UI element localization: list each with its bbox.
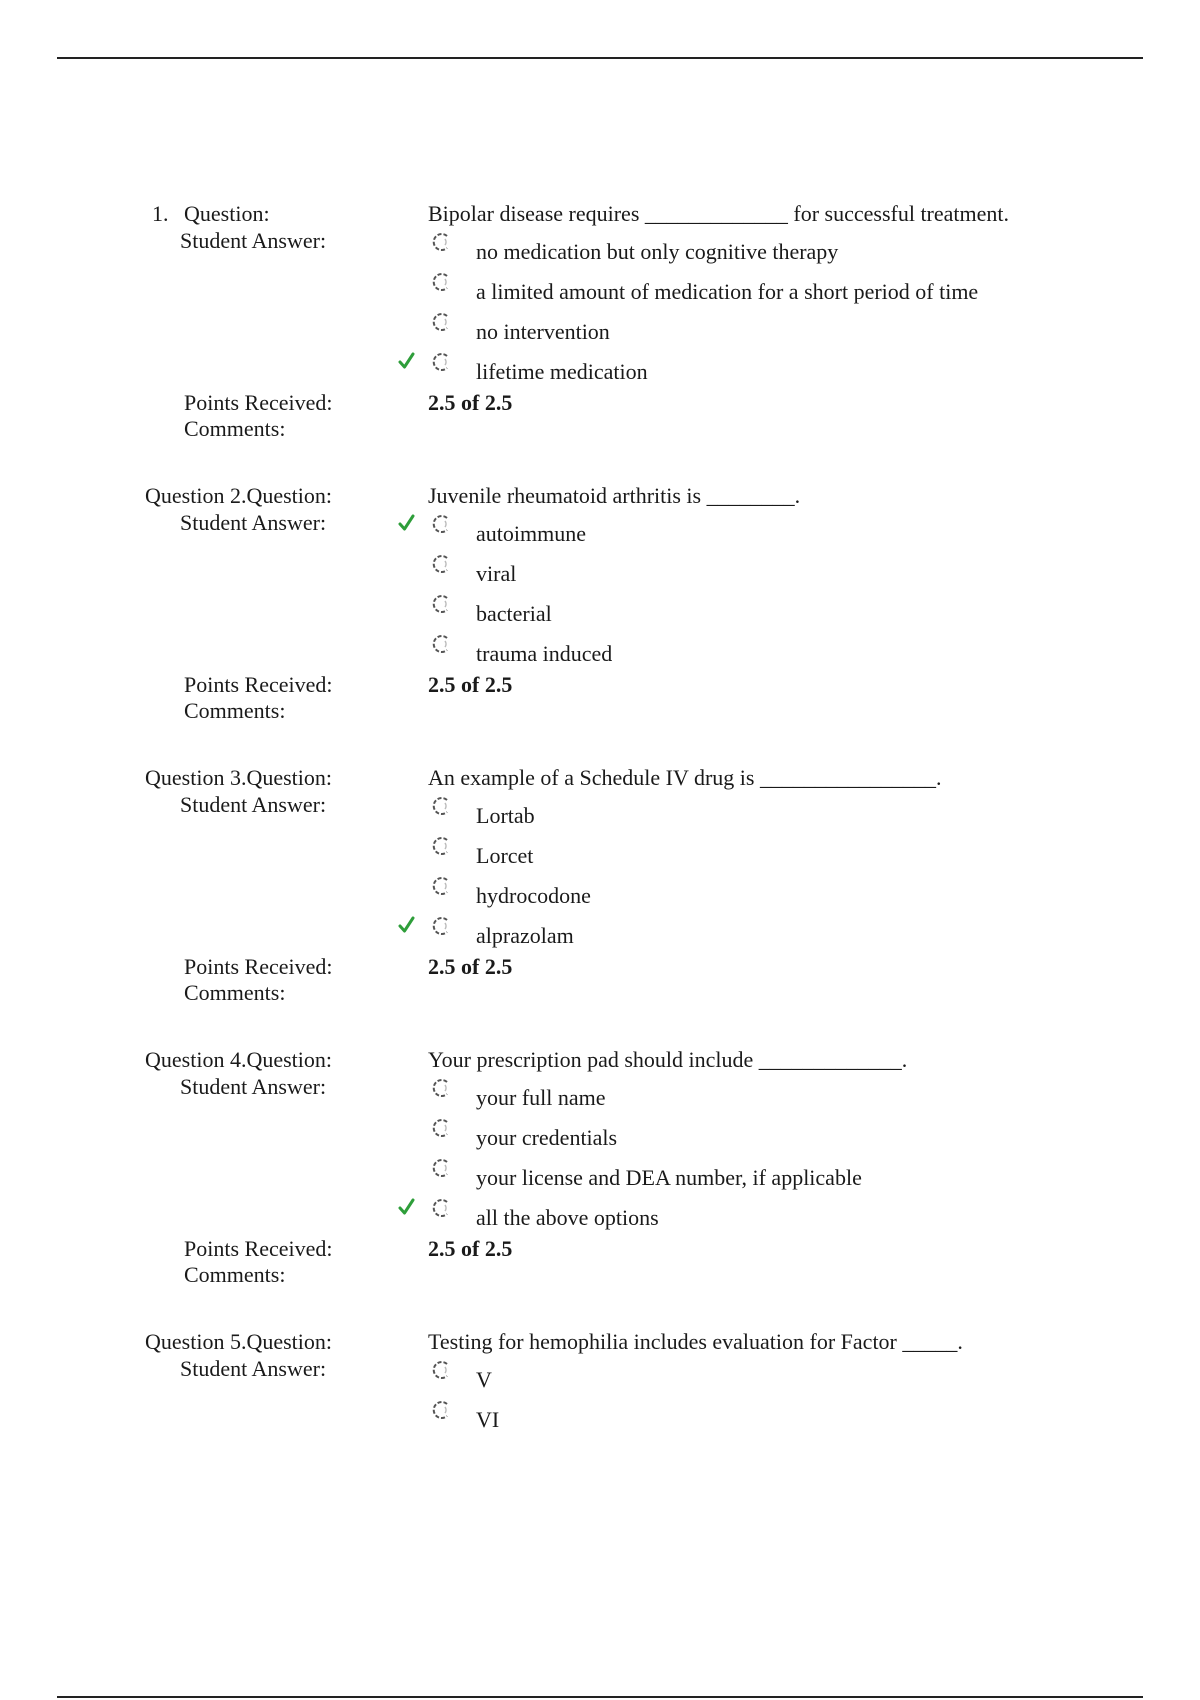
radio-button-icon[interactable] <box>430 553 452 575</box>
answer-option-text: all the above options <box>476 1205 659 1230</box>
radio-button-icon[interactable] <box>430 311 452 333</box>
answer-option[interactable] <box>398 592 1098 624</box>
answer-option-text: viral <box>476 561 517 586</box>
question-number: 1. <box>152 201 169 226</box>
radio-button-icon[interactable] <box>430 513 452 535</box>
answer-option[interactable] <box>398 270 1098 302</box>
answer-option[interactable] <box>398 512 1098 544</box>
points-received-label: Points Received: <box>184 390 333 415</box>
answer-option[interactable] <box>398 1398 1098 1430</box>
top-rule <box>57 57 1143 59</box>
radio-button-icon[interactable] <box>430 271 452 293</box>
answer-option-text: lifetime medication <box>476 359 648 384</box>
answer-option[interactable] <box>398 1116 1098 1148</box>
points-value: 2.5 of 2.5 <box>428 672 513 697</box>
question-text: Your prescription pad should include _____________. <box>428 1047 908 1072</box>
answer-option[interactable] <box>398 1156 1098 1188</box>
question-text: An example of a Schedule IV drug is ________________. <box>428 765 942 790</box>
comments-label: Comments: <box>184 1262 286 1287</box>
radio-button-icon[interactable] <box>430 1197 452 1219</box>
student-answer-label: Student Answer: <box>180 510 327 535</box>
radio-button-icon[interactable] <box>430 835 452 857</box>
question-text: Juvenile rheumatoid arthritis is ________. <box>428 483 801 508</box>
answer-option-text: no intervention <box>476 319 610 344</box>
points-value: 2.5 of 2.5 <box>428 954 513 979</box>
question-label: Question: <box>184 201 270 226</box>
answer-option-text: your credentials <box>476 1125 618 1150</box>
question-text: Testing for hemophilia includes evaluation for Factor _____. <box>428 1329 963 1354</box>
correct-checkmark-icon <box>398 1197 416 1217</box>
answer-option[interactable] <box>398 794 1098 826</box>
answer-option-text: trauma induced <box>476 641 613 666</box>
answer-option-text: hydrocodone <box>476 883 591 908</box>
question-label: Question 5.Question: <box>145 1329 332 1354</box>
correct-checkmark-icon <box>398 513 416 533</box>
radio-button-icon[interactable] <box>430 915 452 937</box>
question-label: Question 4.Question: <box>145 1047 332 1072</box>
student-answer-label: Student Answer: <box>180 1356 327 1381</box>
answer-option[interactable] <box>398 350 1098 382</box>
points-value: 2.5 of 2.5 <box>428 390 513 415</box>
answer-option[interactable] <box>398 310 1098 342</box>
radio-button-icon[interactable] <box>430 795 452 817</box>
bottom-rule <box>57 1696 1143 1698</box>
answer-option[interactable] <box>398 834 1098 866</box>
correct-checkmark-icon <box>398 915 416 935</box>
points-received-label: Points Received: <box>184 954 333 979</box>
student-answer-label: Student Answer: <box>180 1074 327 1099</box>
answer-option-text: Lortab <box>476 803 535 828</box>
student-answer-label: Student Answer: <box>180 228 327 253</box>
answer-option[interactable] <box>398 552 1098 584</box>
points-received-label: Points Received: <box>184 1236 333 1261</box>
radio-button-icon[interactable] <box>430 1077 452 1099</box>
radio-button-icon[interactable] <box>430 351 452 373</box>
question-label: Question 3.Question: <box>145 765 332 790</box>
answer-option[interactable] <box>398 1196 1098 1228</box>
question-text: Bipolar disease requires _____________ for successful treatment. <box>428 201 1010 226</box>
radio-button-icon[interactable] <box>430 875 452 897</box>
answer-option-text: no medication but only cognitive therapy <box>476 239 839 264</box>
answer-option[interactable] <box>398 632 1098 664</box>
points-received-label: Points Received: <box>184 672 333 697</box>
radio-button-icon[interactable] <box>430 1399 452 1421</box>
correct-checkmark-icon <box>398 351 416 371</box>
comments-label: Comments: <box>184 980 286 1005</box>
question-label: Question 2.Question: <box>145 483 332 508</box>
answer-option[interactable] <box>398 874 1098 906</box>
answer-option-text: a limited amount of medication for a short period of time <box>476 279 979 304</box>
radio-button-icon[interactable] <box>430 1157 452 1179</box>
radio-button-icon[interactable] <box>430 1359 452 1381</box>
answer-option-text: autoimmune <box>476 521 586 546</box>
comments-label: Comments: <box>184 698 286 723</box>
answer-option-text: VI <box>476 1407 500 1432</box>
answer-option-text: bacterial <box>476 601 552 626</box>
radio-button-icon[interactable] <box>430 1117 452 1139</box>
answer-option[interactable] <box>398 230 1098 262</box>
answer-option-text: V <box>476 1367 492 1392</box>
points-value: 2.5 of 2.5 <box>428 1236 513 1261</box>
answer-option[interactable] <box>398 1076 1098 1108</box>
answer-option-text: your full name <box>476 1085 606 1110</box>
answer-option-text: alprazolam <box>476 923 574 948</box>
answer-option[interactable] <box>398 1358 1098 1390</box>
answer-option-text: Lorcet <box>476 843 534 868</box>
comments-label: Comments: <box>184 416 286 441</box>
answer-option[interactable] <box>398 914 1098 946</box>
radio-button-icon[interactable] <box>430 633 452 655</box>
student-answer-label: Student Answer: <box>180 792 327 817</box>
radio-button-icon[interactable] <box>430 231 452 253</box>
answer-option-text: your license and DEA number, if applicable <box>476 1165 862 1190</box>
radio-button-icon[interactable] <box>430 593 452 615</box>
